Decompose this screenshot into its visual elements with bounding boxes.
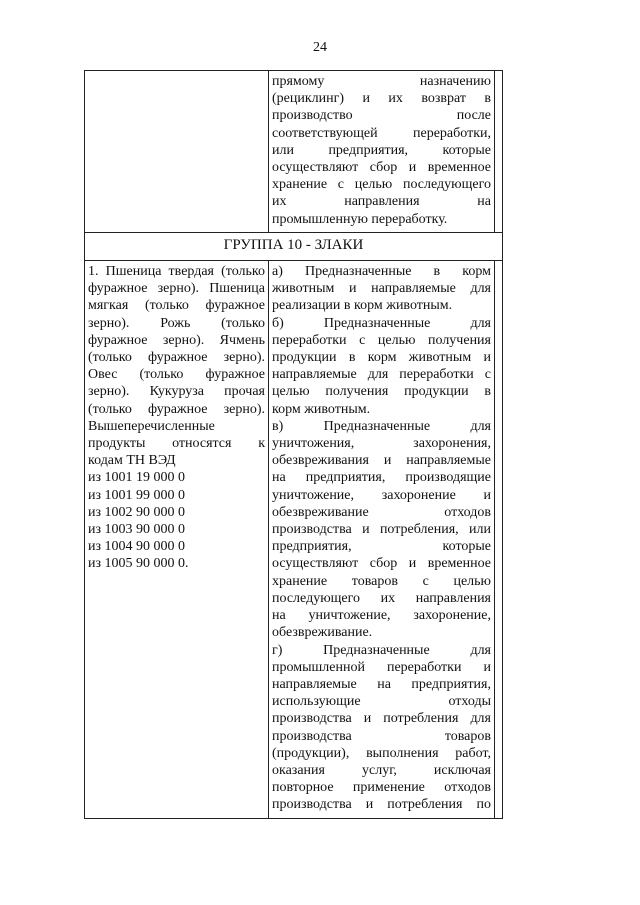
text-line: производства товаров bbox=[272, 728, 491, 744]
tn-ved-code: из 1003 90 000 0 bbox=[88, 522, 186, 538]
text-line: производства и потребления по bbox=[272, 797, 491, 813]
text-line: хранение товаров с целью bbox=[272, 573, 491, 589]
text-line: хранение с целью последующего bbox=[272, 177, 491, 193]
text-line: фуражное зерно). Ячмень bbox=[88, 332, 265, 348]
page-number: 24 bbox=[313, 40, 327, 55]
text-line: реализации в корм животным. bbox=[272, 298, 453, 314]
text-line: фуражное зерно). Пшеница bbox=[88, 281, 265, 297]
group-header: ГРУППА 10 - ЗЛАКИ bbox=[85, 232, 503, 260]
text-line: направляемые для переработки с bbox=[272, 367, 491, 383]
text-line: 1. Пшеница твердая (только bbox=[88, 264, 265, 280]
cell-extra-empty bbox=[495, 261, 503, 819]
text-line: продукты относятся к bbox=[88, 436, 265, 452]
text-line: прямому назначению bbox=[272, 74, 491, 89]
text-line: целью получения продукции в bbox=[272, 384, 491, 400]
cell-product-description bbox=[85, 261, 269, 819]
table-row-item bbox=[85, 261, 503, 819]
tn-ved-code: из 1004 90 000 0 bbox=[88, 539, 186, 555]
tn-ved-code: из 1002 90 000 0 bbox=[88, 504, 186, 520]
text-line: а) Предназначенные в корм bbox=[272, 264, 491, 280]
tn-ved-code: из 1001 19 000 0 bbox=[88, 470, 186, 486]
text-line: б) Предназначенные для bbox=[272, 315, 491, 331]
cell-extra-empty bbox=[495, 71, 503, 233]
text-line: переработки с целью получения bbox=[272, 332, 491, 348]
text-line: мягкая (только фуражное bbox=[88, 298, 265, 314]
text-line: осуществляют сбор и временное bbox=[272, 556, 491, 572]
tn-ved-code: из 1001 99 000 0 bbox=[88, 487, 186, 503]
text-line: кодам ТН ВЭД bbox=[88, 453, 176, 469]
table-row-continued bbox=[85, 71, 503, 233]
text-line: обезвреживание отходов bbox=[272, 504, 491, 520]
cell-purpose-list bbox=[269, 261, 495, 819]
text-line: обезвреживания и направляемые bbox=[272, 453, 491, 469]
text-line: оказания услуг, исключая bbox=[272, 762, 491, 778]
text-line: (продукции), выполнения работ, bbox=[272, 745, 491, 761]
text-line: корм животным. bbox=[272, 401, 371, 417]
document-table bbox=[84, 70, 503, 819]
text-line: повторное применение отходов bbox=[272, 780, 491, 796]
text-line: (рециклинг) и их возврат в bbox=[272, 91, 491, 107]
text-line: г) Предназначенные для bbox=[272, 642, 491, 658]
text-line: соответствующей переработки, bbox=[272, 125, 491, 141]
text-line: продукции в корм животным и bbox=[272, 350, 491, 366]
text-line: зерно). Кукуруза прочая bbox=[88, 384, 265, 400]
text-line: уничтожение, захоронение и bbox=[272, 487, 491, 503]
text-line: или предприятия, которые bbox=[272, 142, 491, 158]
text-line: (только фуражное зерно). bbox=[88, 401, 265, 417]
text-line: осуществляют сбор и временное bbox=[272, 160, 491, 176]
text-line: (только фуражное зерно). bbox=[88, 350, 265, 366]
text-line: производство после bbox=[272, 108, 491, 124]
text-line: промышленную переработку. bbox=[272, 211, 448, 227]
text-line: промышленной переработки и bbox=[272, 659, 491, 675]
text-line: направляемые на предприятия, bbox=[272, 676, 491, 692]
text-line: Вышеперечисленные bbox=[88, 418, 215, 434]
text-line: животным и направляемые для bbox=[272, 281, 491, 297]
cell-purpose-continued bbox=[269, 71, 495, 233]
table-row-group-header bbox=[85, 232, 503, 260]
text-line: последующего их направления bbox=[272, 590, 491, 606]
text-line: обезвреживание. bbox=[272, 625, 373, 641]
text-line: Овес (только фуражное bbox=[88, 367, 265, 383]
text-line: производства и потребления для bbox=[272, 711, 491, 727]
text-line: производства и потребления, или bbox=[272, 522, 491, 538]
tn-ved-code: из 1005 90 000 0. bbox=[88, 556, 189, 572]
text-line: в) Предназначенные для bbox=[272, 418, 491, 434]
text-line: уничтожения, захоронения, bbox=[272, 436, 491, 452]
text-line: на предприятия, производящие bbox=[272, 470, 491, 486]
text-line: предприятия, которые bbox=[272, 539, 491, 555]
text-line: зерно). Рожь (только bbox=[88, 315, 265, 331]
text-line: их направления на bbox=[272, 194, 491, 210]
text-line: использующие отходы bbox=[272, 694, 491, 710]
cell-product-empty bbox=[85, 71, 269, 233]
text-line: на уничтожение, захоронение, bbox=[272, 608, 491, 624]
